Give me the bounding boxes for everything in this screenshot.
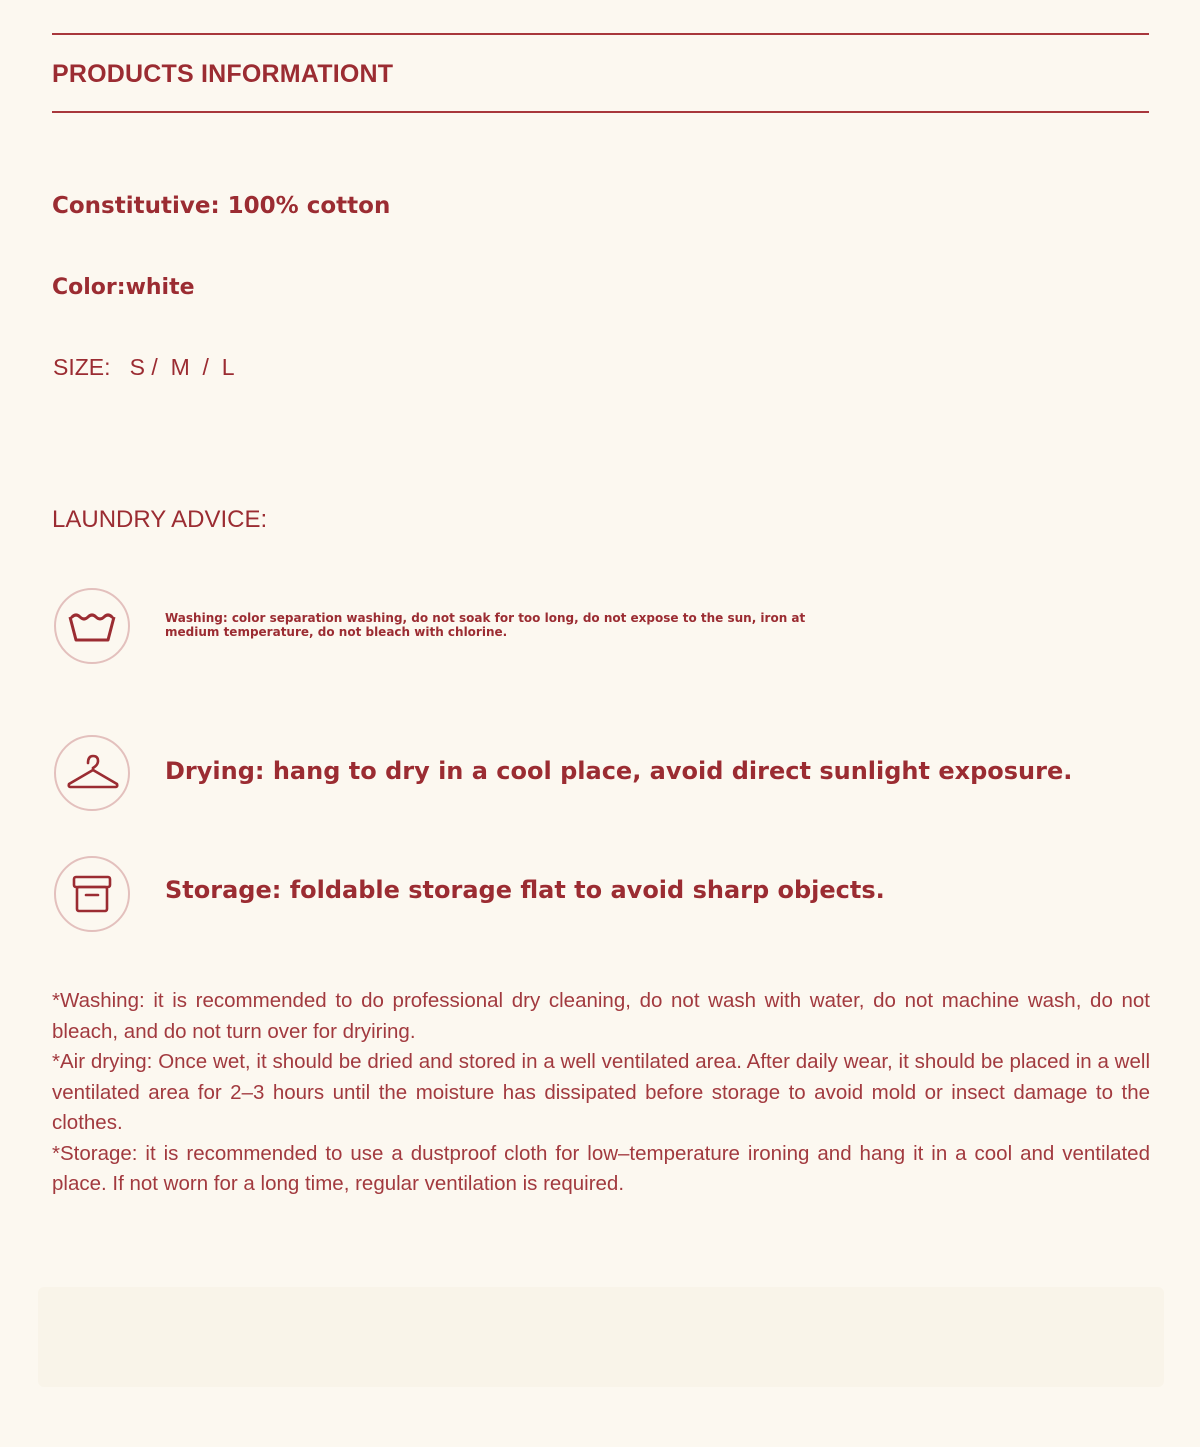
page-title: PRODUCTS INFORMATIONT [52,60,394,88]
header-top-rule [52,33,1149,35]
faint-watermark-band [38,1287,1164,1387]
constitutive-info: Constitutive: 100% cotton [52,193,391,219]
washing-advice: Washing: color separation washing, do not soak for too long, do not expose to the sun, iron at medium temperature, do not bleach with chlorine. [165,611,806,639]
laundry-advice-heading: LAUNDRY ADVICE: [52,506,268,533]
note-washing: *Washing: it is recommended to do professional dry cleaning, do not wash with water, do not machine wash, do not bleach, and do not turn over for dryiring. [52,989,1150,1043]
drying-advice: Drying: hang to dry in a cool place, avoid direct sunlight exposure. [165,757,1073,785]
storage-advice: Storage: foldable storage flat to avoid sharp objects. [165,876,885,904]
size-info: SIZE: S / M / L [53,354,235,380]
header-bottom-rule [52,111,1149,113]
storage-box-icon [54,856,130,932]
hanger-icon [54,735,130,811]
care-notes [52,986,1150,1200]
note-air-drying: *Air drying: Once wet, it should be dried and stored in a well ventilated area. After daily wear, it should be placed in a well ventilated area for 2–3 hours until the moisture has dissipated before storage to avoid mold or insect damage to the clothes. [52,1050,1150,1134]
wash-basin-icon [54,588,130,664]
note-storage: *Storage: it is recommended to use a dustproof cloth for low–temperature ironing and hang it in a cool and ventilated place. If not worn for a long time, regular ventilation is required. [52,1141,1150,1195]
color-info: Color:white [52,275,195,300]
